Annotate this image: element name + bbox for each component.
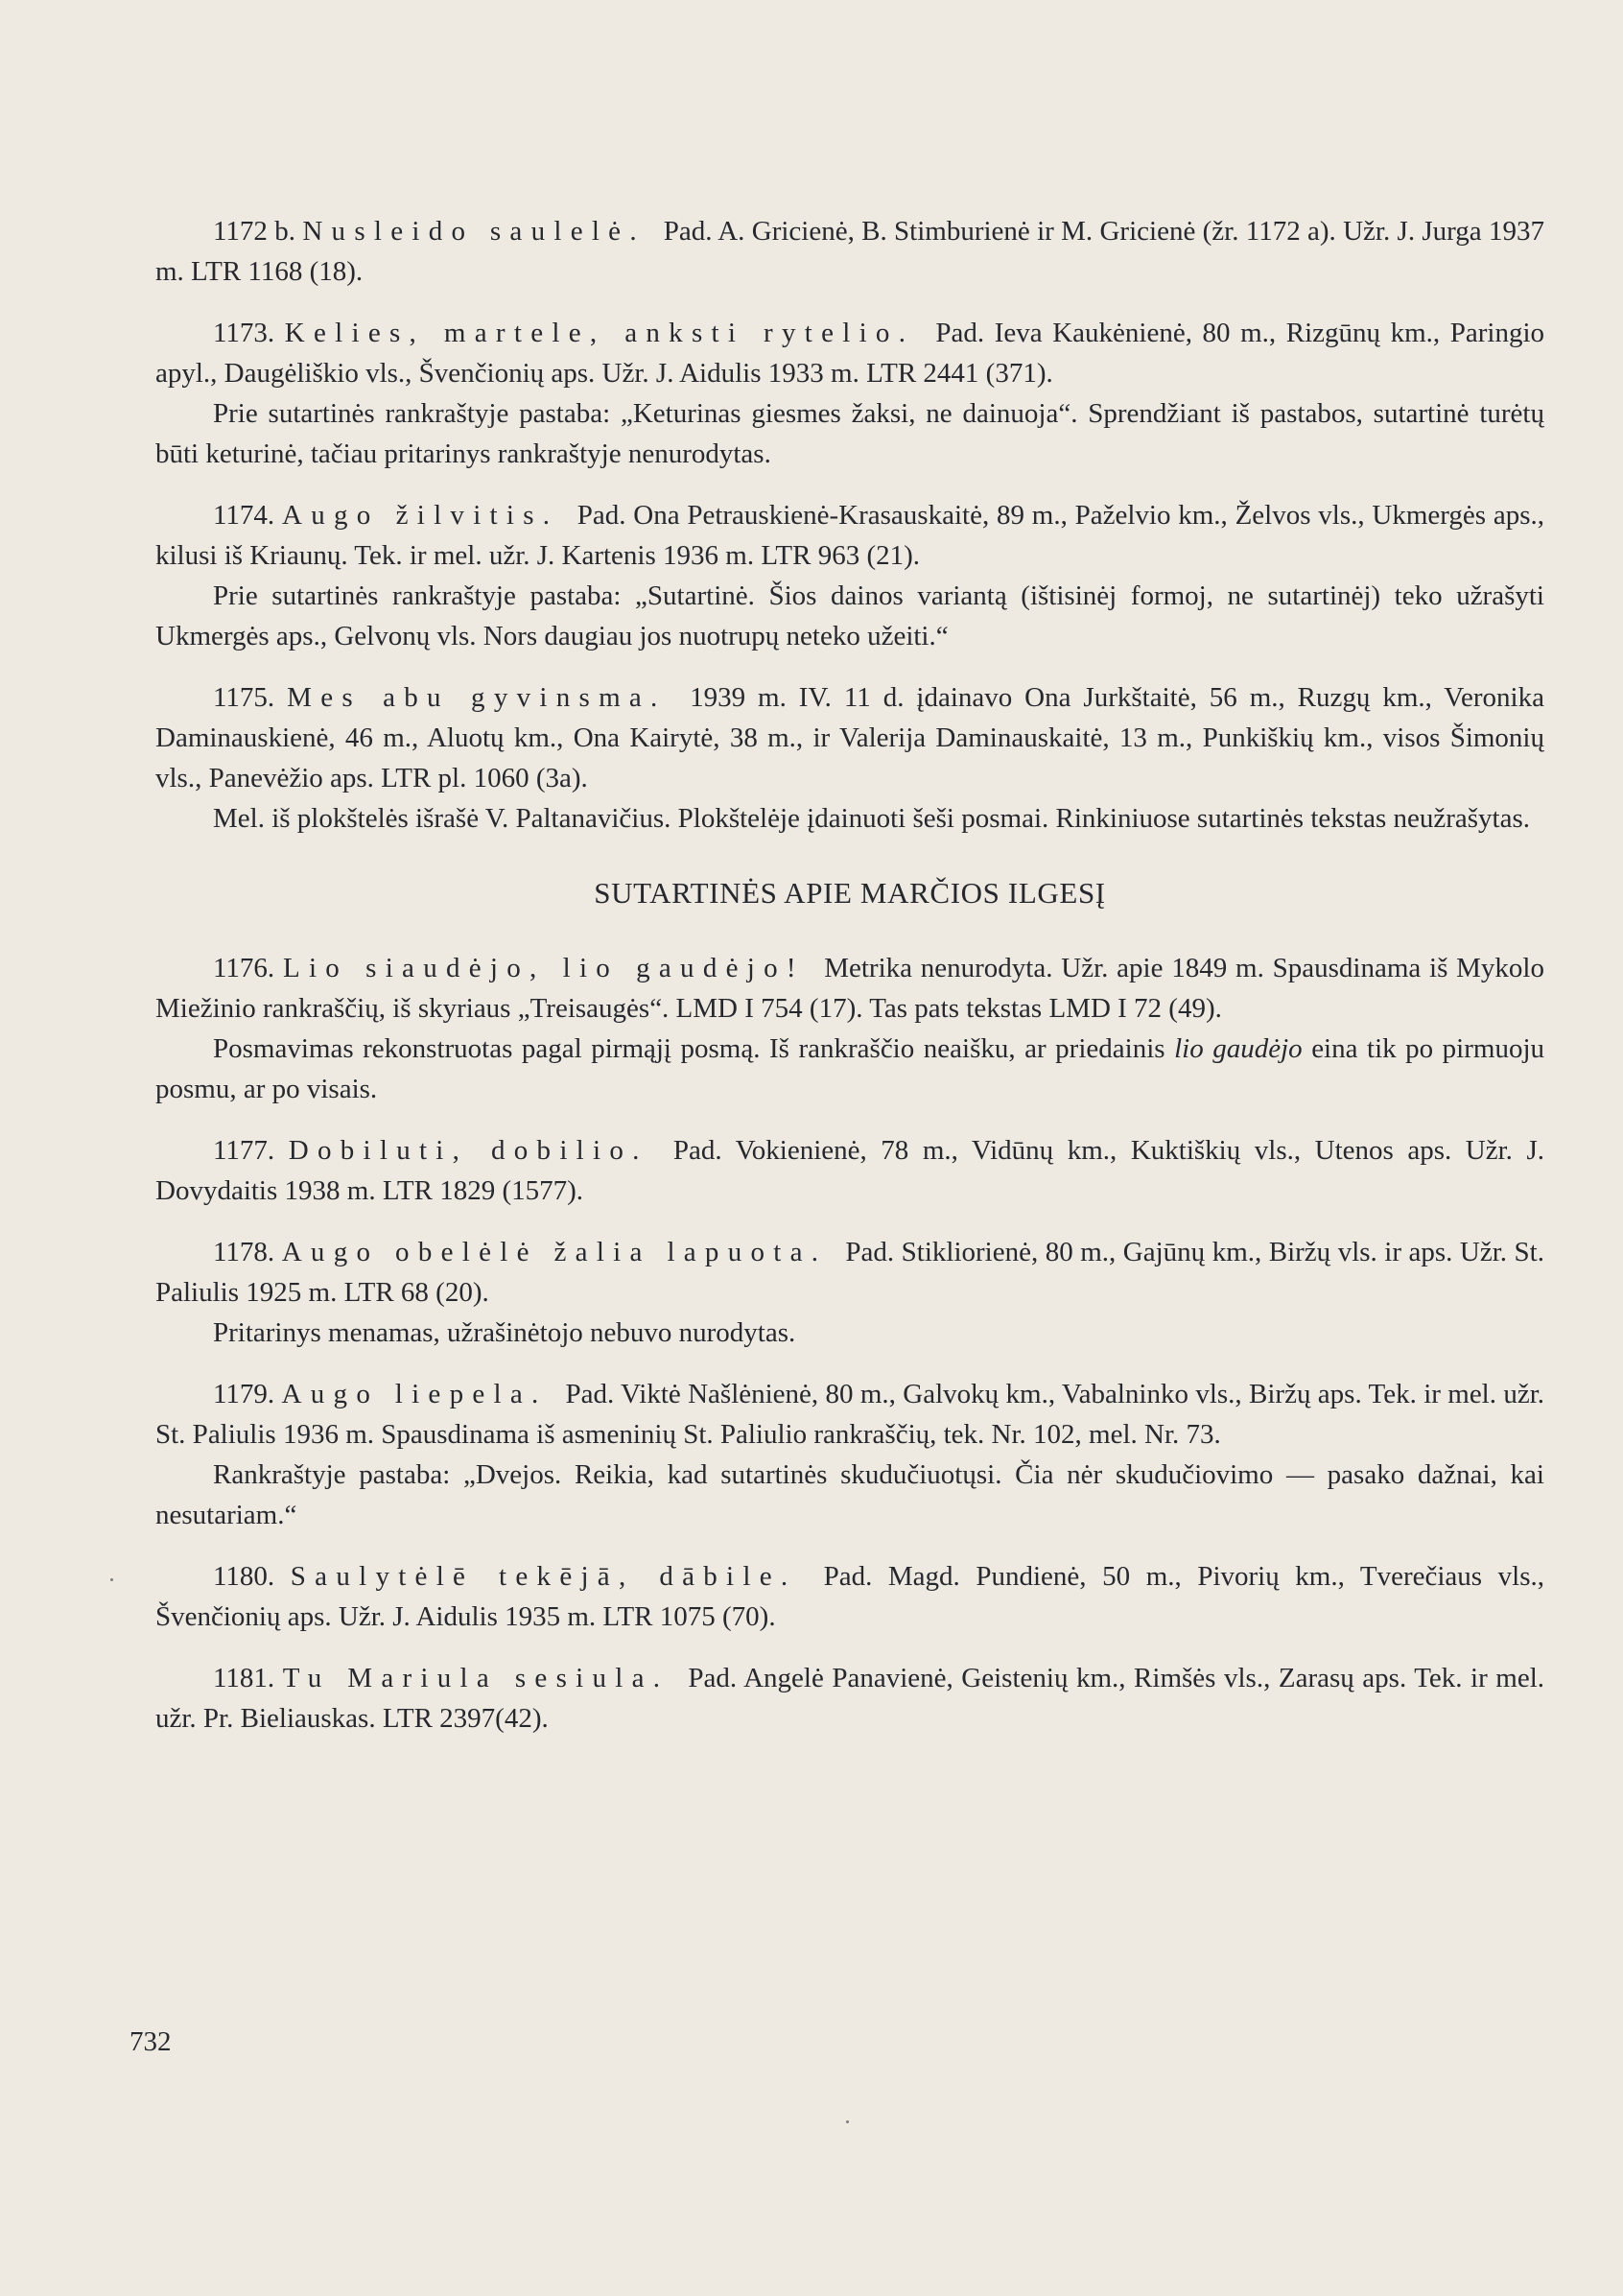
entry [155,1658,1544,1739]
entry-text: Pad. Magd. Pundienė, 50 m., Pivorių km., Tverečiaus vls., Švenčionių aps. Užr. J. Aidulis 1935 m. LTR 1075 (70). [155,1561,1544,1632]
entry-text: Pad. Ieva Kaukėnienė, 80 m., Rizgūnų km., Paringio apyl., Daugėliškio vls., Švenčionių aps. Užr. J. Aidulis 1933 m. LTR 2441 (371). [155,318,1545,389]
entry-title: Tu Mariula sesiula. [282,1663,670,1693]
entry-number: 1177. [213,1135,275,1166]
entry-title: Augo žilvitis. [281,500,559,531]
entry-title: Mes abu gyvinsma. [287,682,667,713]
entry-title: Augo obelėlė žalia lapuota. [281,1237,828,1267]
entry-text: Pad. Vokienienė, 78 m., Vidūnų km., Kuktiškių vls., Utenos aps. Užr. J. Dovydaitis 1938 m. LTR 1829 (1577). [155,1135,1545,1206]
entry-title: Lio siaudėjo, lio gaudėjo! [282,953,805,983]
entry-text: 1939 m. IV. 11 d. įdainavo Ona Jurkštaitė, 56 m., Ruzgų km., Veronika Daminauskienė, 46 m., Aluotų km., Ona Kairytė, 38 m., ir Valerija Daminauskaitė, 13 m., Punkiškių km., visos Šimonių vls., Panevėžio aps. LTR pl. 1060 (3a). [155,682,1544,793]
entry-main-paragraph [155,1232,1544,1313]
entry-number: 1175. [213,682,275,713]
entry-number: 1173. [213,318,275,348]
entry-note: Rankraštyje pastaba: „Dvejos. Reikia, kad sutartinės skudučiuotųsi. Čia nėr skudučiovimo — pasako dažnai, kai nesutariam.“ [155,1459,1544,1530]
entry-number: 1172 b. [213,216,295,247]
entry [155,1232,1544,1353]
entry [155,495,1544,656]
entry-number: 1178. [213,1237,275,1267]
entry-number: 1179. [213,1379,275,1409]
entry-note-text: Posmavimas rekonstruotas pagal pirmąjį posmą. Iš rankraščio neaišku, ar priedainis [213,1033,1165,1064]
entry-note-italic: lio gaudėjo [1174,1033,1303,1064]
entry-note: Mel. iš plokštelės išrašė V. Paltanavičius. Plokštelėje įdainuoti šeši posmai. Rinkiniuose sutartinės tekstas neužrašytas. [213,803,1531,834]
entry-number: 1174. [213,500,275,531]
entry-text: Pad. Viktė Našlėnienė, 80 m., Galvokų km., Vabalninko vls., Biržų aps. Tek. ir mel. užr. St. Paliulis 1936 m. Spausdinama iš asmeninių St. Paliulio rankraščių, tek. Nr. 102, mel. Nr. 73. [155,1379,1545,1450]
entry-note-text-end: eina tik po pirmuoju posmu, ar po visais. [155,1033,1545,1104]
entry-text: Pad. A. Gricienė, B. Stimburienė ir M. Gricienė (žr. 1172 a). Užr. J. Jurga 1937 m. LTR 1168 (18). [155,216,1544,287]
entry-text: Metrika nenurodyta. Užr. apie 1849 m. Spausdinama iš Mykolo Miežinio rankraščių, iš skyriaus „Treisaugės“. LMD I 754 (17). Tas pats tekstas LMD I 72 (49). [155,953,1544,1024]
entry [155,1374,1544,1535]
entry-main-paragraph [155,1556,1544,1637]
entry-title: Nusleido saulelė. [302,216,646,247]
entry-number: 1180. [213,1561,275,1592]
entries-before [155,211,1544,839]
entry-main-paragraph [155,948,1544,1029]
paper-speck [110,1578,113,1581]
entry-number: 1181. [213,1663,275,1693]
entry [155,211,1544,292]
entry-text: Pad. Stikliorienė, 80 m., Gajūnų km., Biržų vls. ir aps. Užr. St. Paliulis 1925 m. LTR 68 (20). [155,1237,1544,1308]
entry-note [155,1029,1544,1109]
entry [155,677,1544,839]
entry-text: Pad. Angelė Panavienė, Geistenių km., Rimšės vls., Zarasų aps. Tek. ir mel. užr. Pr. Bieliauskas. LTR 2397(42). [155,1663,1545,1734]
entry-title: Dobiluti, dobilio. [288,1135,648,1166]
entry-main-paragraph [155,211,1544,292]
entry-title: Augo liepela. [281,1379,548,1409]
entry-title: Saulytėlē tekējā, dābile. [290,1561,797,1592]
entry-note: Pritarinys menamas, užrašinėtojo nebuvo nurodytas. [213,1317,796,1348]
entry-number: 1176. [213,953,275,983]
entry-main-paragraph [155,1130,1544,1211]
paper-speck [846,2120,849,2123]
entry-main-paragraph [155,1374,1544,1455]
page-number: 732 [129,2026,172,2057]
entry-title: Kelies, martele, anksti rytelio. [284,318,915,348]
entry-main-paragraph [155,1658,1544,1739]
entry [155,313,1544,474]
entry [155,1130,1544,1211]
section-heading: SUTARTINĖS APIE MARČIOS ILGESĮ [594,876,1106,910]
entry-1176 [155,948,1544,1109]
page-content [155,211,1544,1760]
entry-text: Pad. Ona Petrauskienė-Krasauskaitė, 89 m., Paželvio km., Želvos vls., Ukmergės aps., kilusi iš Kriaunų. Tek. ir mel. užr. J. Kartenis 1936 m. LTR 963 (21). [155,500,1545,571]
entry-note: Prie sutartinės rankraštyje pastaba: „Sutartinė. Šios dainos variantą (ištisinėj formoj, ne sutartinėj) teko užrašyti Ukmergės aps., Gelvonų vls. Nors daugiau jos nuotrupų neteko užeiti.“ [155,580,1544,651]
entry [155,1556,1544,1637]
entry-main-paragraph [155,313,1544,393]
entry-main-paragraph [155,495,1544,576]
entry-main-paragraph [155,677,1544,798]
entry-note: Prie sutartinės rankraštyje pastaba: „Keturinas giesmes žaksi, ne dainuoja“. Sprendžiant iš pastabos, sutartinė turėtų būti keturinė, tačiau pritarinys rankraštyje nenurodytas. [155,398,1544,469]
entries-after [155,1130,1544,1739]
